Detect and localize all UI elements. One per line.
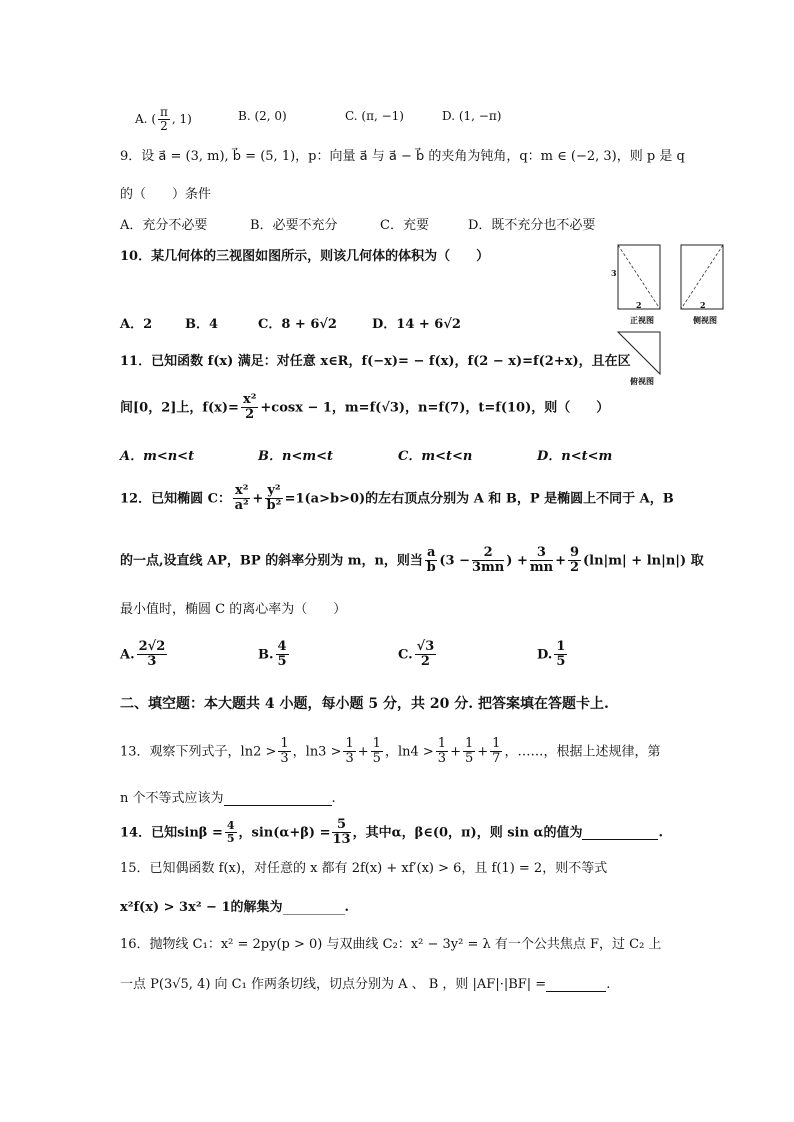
q12-c-den: 2	[420, 654, 430, 670]
q15-stem-line1: 15．已知偶函数 f(x)，对任意的 x 都有 2f(x) + xf′(x) > 6，且 f(1) = 2，则不等式	[120, 861, 608, 876]
q13-pre: 13．观察下列式子，	[120, 744, 241, 760]
q12-frac-2-3mn	[472, 546, 504, 576]
q13-e3a-den: 3	[437, 751, 447, 767]
q11-line2-post: +cosx − 1，m=f(√3)，n=f(7)，t=f(10)，则（ ）	[260, 400, 610, 416]
q8-option-d: D. (1, −π)	[442, 109, 502, 123]
q13-p2: +	[450, 744, 461, 760]
q12-d-den: 5	[556, 654, 566, 670]
q13-p1: +	[357, 744, 369, 760]
q12-fy-num: y²	[267, 483, 281, 498]
q12-stem-line1	[120, 484, 674, 514]
q12-post: =1(a>b>0)的左右顶点分别为 A 和 B，P 是椭圆上不同于 A，B	[284, 491, 674, 507]
q10-option-c: C．8 + 6√2	[258, 317, 337, 332]
q13-end: .	[331, 791, 336, 806]
q13-e3c-den: 7	[492, 751, 501, 767]
q16-line2-text: 一点 P(3√5, 4) 向 C₁ 作两条切线，切点分别为 A 、 B ，则 |AF|·|BF| =	[120, 977, 547, 992]
q13-e3b-num: 1	[464, 736, 474, 751]
q13-e1-frac	[278, 737, 290, 767]
q9-option-c: C．充要	[380, 218, 429, 233]
q13-e3a-num: 1	[437, 736, 447, 751]
q10-option-a: A．2	[120, 317, 153, 332]
q13-e1: ln2 >	[240, 744, 277, 760]
q12-b-den: 5	[277, 654, 287, 670]
q12-line2-pre: 的一点,设直线 AP，BP 的斜率分别为 m，n，则当	[120, 553, 423, 569]
q8-option-a-open: (	[151, 112, 156, 127]
q12-a-label: A.	[120, 647, 135, 663]
q8-option-a-rest: , 1)	[171, 112, 192, 127]
q13-e2b-frac	[371, 737, 383, 767]
q11-option-c: C．m<t<n	[398, 449, 473, 464]
q12-fy-den: b²	[266, 498, 282, 514]
q12-frac-ab	[425, 546, 437, 576]
side-view-width-label: 2	[700, 300, 706, 310]
q12-f4-num: 3	[530, 546, 553, 561]
q12-pre: 12．已知椭圆 C：	[120, 491, 231, 507]
q12-b-label: B.	[258, 647, 274, 663]
q12-a-frac	[137, 640, 168, 670]
q13-e2a-den: 3	[345, 751, 354, 767]
q13-e3b-den: 5	[464, 751, 474, 767]
q8-option-c: C. (π, −1)	[345, 109, 404, 123]
q12-c-num: √3	[416, 639, 435, 654]
q10-stem: 10．某几何体的三视图如图所示，则该几何体的体积为（ ）	[120, 249, 490, 264]
q12-option-b	[258, 640, 291, 670]
q11-option-d: D．n<t<m	[537, 449, 613, 464]
q8-a-num: π	[160, 105, 168, 119]
q13-e3b-frac	[463, 737, 475, 767]
q12-d-frac	[554, 640, 567, 670]
q12-paren-open: (3 −	[439, 553, 470, 569]
q11-line2-pre: 间[0，2]上，f(x)=	[120, 400, 239, 416]
q11-option-b: B．n<m<t	[258, 449, 333, 464]
q9-stem-line1: 9．设 a⃗ = (3, m), b⃗ = (5, 1)，p：向量 a⃗ 与 a⃗ − b⃗ 的夹角为钝角，q：m ∈ (−2, 3)，则 p 是 q	[120, 149, 685, 164]
q14-pre: 14．已知sinβ =	[120, 825, 223, 841]
q11-stem-line1: 11．已知函数 f(x) 满足：对任意 x∈R，f(−x)= − f(x)，f(2 − x)=f(2+x)，且在区	[120, 354, 631, 369]
q13-sep2: ，ln4 >	[384, 744, 434, 760]
q13-e3c-frac	[490, 737, 502, 767]
q8-a-den: 2	[160, 119, 168, 134]
q12-frac-y	[265, 484, 282, 514]
q12-paren-close: ) +	[506, 553, 528, 569]
q13-stem-line1	[120, 737, 660, 767]
q11-fraction	[241, 393, 258, 423]
q16-answer-blank[interactable]	[546, 978, 606, 992]
q12-line2-post: (ln|m| + ln|n|) 取	[583, 553, 704, 569]
q14-g-num: 5	[332, 818, 350, 833]
q12-fa-den: b	[426, 560, 436, 576]
q14-post: ，其中α，β∈(0，π)，则 sin α的值为	[352, 825, 583, 841]
q12-plus: +	[252, 491, 264, 507]
q12-b-num: 4	[277, 639, 287, 654]
q12-frac-3-mn	[530, 546, 553, 576]
q14-frac-sinb	[225, 820, 237, 845]
q12-stem-line3: 最小值时，椭圆 C 的离心率为（ ）	[120, 602, 347, 617]
q10-option-d: D．14 + 6√2	[372, 317, 461, 332]
q13-e2a-num: 1	[345, 736, 354, 751]
q13-p3: +	[477, 744, 489, 760]
q14-f-den: 5	[226, 832, 235, 846]
q13-e3c-num: 1	[492, 736, 501, 751]
q10-option-b: B．4	[185, 317, 219, 332]
q13-e3a-frac	[436, 737, 448, 767]
q16-stem-line2	[120, 978, 610, 992]
q9-option-a: A．充分不必要	[120, 218, 208, 233]
q13-post: ，……，根据上述规律，第	[504, 744, 661, 760]
q12-fx-den: a²	[234, 498, 249, 514]
q11-frac-den: 2	[245, 407, 255, 423]
q15-answer-blank[interactable]	[283, 901, 345, 915]
q15-end: .	[344, 900, 350, 915]
q13-e2b-den: 5	[372, 751, 381, 767]
q12-option-c	[398, 640, 438, 670]
q13-answer-blank[interactable]	[224, 792, 332, 806]
q13-line2-text: n 个不等式应该为	[120, 791, 224, 806]
side-view-caption: 侧视图	[693, 315, 717, 325]
front-view-caption: 正视图	[630, 315, 654, 325]
q12-fx-num: x²	[234, 483, 249, 498]
q13-e1-den: 3	[280, 751, 289, 767]
q14-mid: ，sin(α+β) =	[238, 825, 331, 841]
q14-answer-blank[interactable]	[582, 826, 658, 840]
q14-g-den: 13	[332, 832, 351, 848]
q12-option-a	[120, 640, 169, 670]
q12-b-frac	[276, 640, 289, 670]
q12-fa-num: a	[426, 545, 436, 560]
q12-frac-9-2	[568, 546, 581, 576]
q12-f3-num: 2	[472, 546, 504, 561]
q11-frac-num: x²	[242, 392, 257, 407]
q14-stem	[120, 818, 663, 848]
q8-option-a-frac	[158, 106, 170, 133]
q12-plus2: +	[555, 553, 566, 569]
q13-e1-num: 1	[280, 736, 289, 751]
q12-f3-den: 3mn	[472, 560, 505, 576]
q12-c-frac	[415, 640, 437, 670]
q12-f4-den: mn	[529, 560, 554, 576]
q12-a-num: 2√2	[138, 639, 166, 654]
q9-option-d: D．既不充分也不必要	[468, 218, 596, 233]
top-view-caption: 俯视图	[630, 376, 654, 386]
q9-option-b: B．必要不充分	[250, 218, 338, 233]
q12-c-label: C.	[398, 647, 413, 663]
q12-stem-line2	[120, 546, 704, 576]
q12-a-den: 3	[147, 654, 157, 670]
front-view-height-label: 3	[611, 268, 617, 278]
q9-stem-line2: 的（ ）条件	[120, 187, 212, 202]
q14-end: .	[658, 825, 663, 841]
q14-f-num: 4	[226, 819, 235, 833]
q13-stem-line2	[120, 792, 336, 806]
q12-d-label: D.	[537, 647, 553, 663]
q13-e2a-frac	[343, 737, 355, 767]
section-2-heading: 二、填空题：本大题共 4 小题，每小题 5 分，共 20 分. 把答案填在答题卡上.	[120, 696, 609, 712]
q13-sep1: ，ln3 >	[292, 744, 342, 760]
front-view-width-label: 2	[636, 300, 642, 310]
q11-option-a: A．m<n<t	[120, 449, 195, 464]
q12-f5-den: 2	[569, 560, 580, 576]
q12-option-d	[537, 640, 569, 670]
q15-line2-text: x²f(x) > 3x² − 1的解集为	[120, 900, 283, 915]
q16-end: .	[606, 977, 611, 992]
q12-frac-x	[233, 484, 250, 514]
q15-stem-line2	[120, 901, 349, 915]
q8-option-a-label: A.	[135, 112, 148, 127]
q12-d-num: 1	[556, 639, 566, 654]
q11-stem-line2	[120, 393, 609, 423]
q14-frac-sinab	[332, 818, 350, 848]
q12-f5-num: 9	[569, 545, 580, 560]
q13-e2b-num: 1	[372, 736, 381, 751]
q8-options	[135, 106, 192, 133]
q16-stem-line1: 16．抛物线 C₁：x² = 2py(p > 0) 与双曲线 C₂：x² − 3y² = λ 有一个公共焦点 F，过 C₂ 上	[120, 937, 662, 952]
q8-option-b: B. (2, 0)	[238, 109, 287, 123]
